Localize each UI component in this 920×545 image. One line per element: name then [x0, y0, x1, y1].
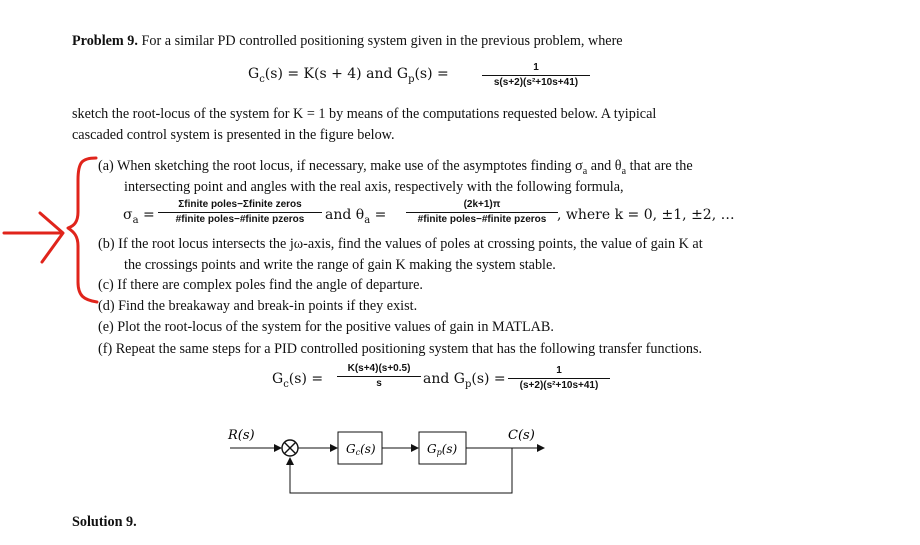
eq1-gp-numerator: 1	[533, 62, 539, 73]
plant-label-arg: (s)	[441, 442, 458, 456]
theta-numerator: (2k+1)π	[463, 199, 501, 210]
item-c: (c) If there are complex poles find the angle of departure.	[98, 277, 423, 293]
eq2-gc-sub: c	[283, 378, 289, 390]
eq2-gp-rhs: (s) =	[471, 371, 506, 387]
problem-label: Problem 9.	[72, 33, 138, 49]
theta-denominator: #finite poles−#finite pzeros	[417, 214, 547, 225]
output-label: C(s)	[508, 428, 535, 443]
theta-sub: a	[621, 165, 627, 177]
sigma-sub: a	[582, 165, 588, 177]
eq2-gc-numerator: K(s+4)(s+0.5)	[347, 363, 411, 374]
item-a-end: that are the	[626, 158, 693, 174]
theta-lhs-sub: a	[364, 214, 371, 226]
eq2-gp-numerator: 1	[556, 365, 562, 376]
where-k: , where k = 0, ±1, ±2, …	[557, 207, 735, 223]
solution-label: Solution 9.	[72, 514, 137, 530]
eq2-gc: G	[272, 371, 284, 387]
annotation-arrow-head	[40, 213, 63, 262]
item-b-line-1: (b) If the root locus intersects the jω-axis, find the values of poles at crossing points, the value of gain K at	[98, 236, 703, 252]
eq2-gc-denominator: s	[376, 378, 382, 389]
and-theta: and θ	[325, 207, 365, 223]
summing-junction	[282, 440, 298, 456]
sigma-numerator: Σfinite poles−Σfinite zeros	[178, 199, 302, 210]
feedback-path	[290, 448, 512, 493]
annotation-brace	[68, 158, 97, 302]
eq2-gp-sub: p	[464, 378, 472, 390]
sigma-denominator: #finite poles−#finite pzeros	[175, 214, 305, 225]
item-b-line-2: the crossings points and write the range of gain K making the system stable.	[124, 257, 556, 273]
eq1-gp-sub: p	[408, 73, 415, 85]
item-e: (e) Plot the root-locus of the system for the positive values of gain in MATLAB.	[98, 319, 554, 335]
item-f: (f) Repeat the same steps for a PID controlled positioning system that has the following transfer functions.	[98, 341, 703, 357]
controller-label	[346, 442, 376, 457]
description-line-2: cascaded control system is presented in the figure below.	[72, 127, 395, 143]
description-line-1: sketch the root-locus of the system for K = 1 by means of the computations requested below. A tyipical	[72, 106, 657, 122]
theta-equals: =	[374, 207, 387, 223]
eq1-gp-denominator: s(s+2)(s²+10s+41)	[493, 77, 579, 88]
item-d: (d) Find the breakaway and break-in points if they exist.	[98, 298, 418, 314]
problem-intro: For a similar PD controlled positioning system given in the previous problem, where	[141, 33, 623, 49]
item-a-line-2: intersecting point and angles with the real axis, respectively with the following formula,	[124, 179, 624, 195]
eq2-gp-denominator: (s+2)(s²+10s+41)	[519, 380, 599, 391]
plant-label-sub: p	[436, 448, 442, 457]
eq2-and-gp: and G	[423, 371, 465, 387]
plant-label	[427, 442, 458, 457]
eq1-gc-sub: c	[259, 73, 265, 85]
item-a-text: (a) When sketching the root locus, if necessary, make use of the asymptotes finding σ	[98, 158, 583, 174]
controller-label-arg: (s)	[360, 442, 376, 456]
sigma-equals: =	[142, 207, 155, 223]
input-label: R(s)	[228, 428, 255, 443]
sigma-lhs-sub: a	[132, 214, 139, 226]
eq1-gc-rhs: (s) = K(s + 4) and G	[264, 66, 409, 82]
controller-label-sub: c	[355, 448, 361, 457]
eq1-gc: G	[248, 66, 260, 82]
item-a-mid: and θ	[587, 158, 622, 174]
controller-label-g: G	[346, 442, 356, 456]
eq2-gc-rhs: (s) =	[288, 371, 324, 387]
plant-label-g: G	[427, 442, 437, 456]
red-annotation	[0, 150, 110, 315]
eq1-gp-rhs: (s) =	[414, 66, 449, 82]
sigma-symbol: σ	[123, 207, 133, 223]
